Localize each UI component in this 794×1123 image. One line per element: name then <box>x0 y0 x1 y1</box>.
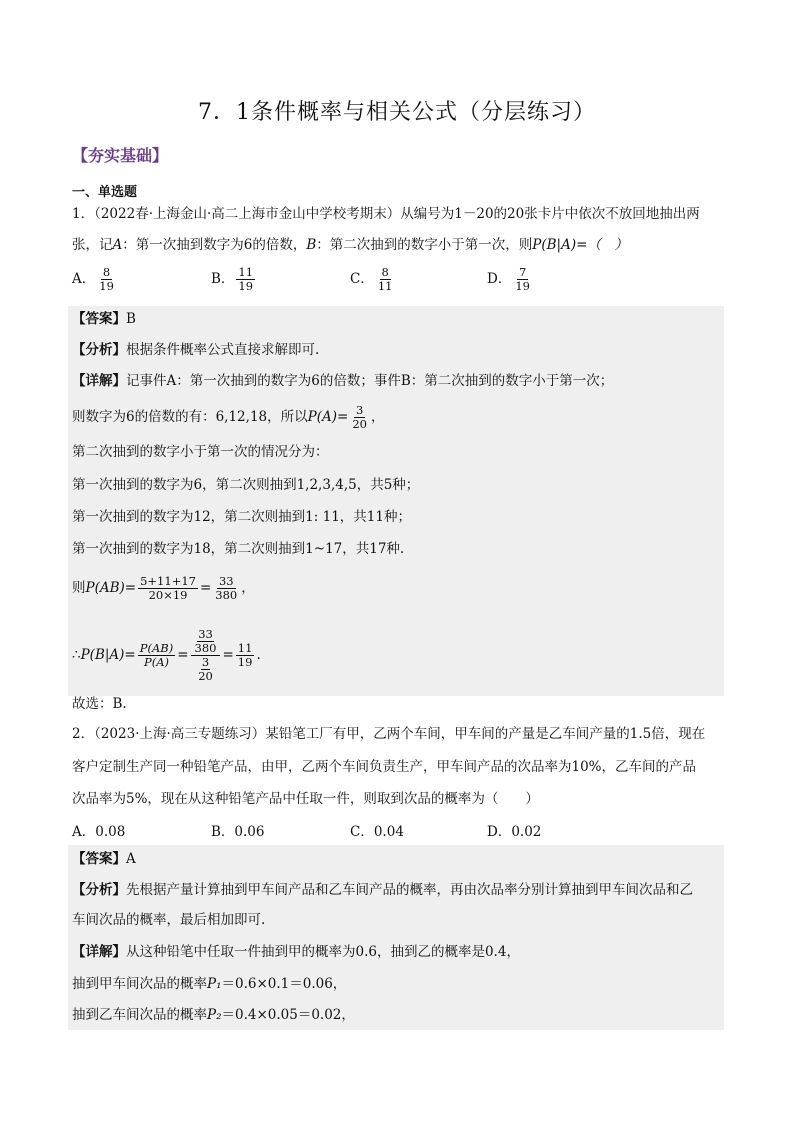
q2-answer: 【答案】A <box>72 851 136 867</box>
q1-detail-line-3: 第二次抽到的数字小于第一次的情况分为： <box>72 444 329 460</box>
q1-detail-line-7: 则P(AB)= $\frac{5+11+17}{20\times 19}$ = $\frac{33}{380}$ ， <box>72 574 255 602</box>
q1-detail-line-4: 第一次抽到的数字为6，第二次则抽到1,2,3,4,5，共5种； <box>72 477 420 493</box>
q1-option-a: A． $\frac{8}{19}$ <box>72 265 114 293</box>
q1-stem-line-2: 张，记A：第一次抽到数字为6的倍数，B：第二次抽到的数字小于第一次，则P(B|A)=（ ） <box>72 237 628 253</box>
q2-solution-panel <box>68 845 724 1030</box>
q1-detail-line-2: 则数字为6的倍数的有：6,12,18，所以P(A)= $\frac{3}{20}$ ， <box>72 403 385 431</box>
q2-option-c: C．0.04 <box>350 824 404 840</box>
q2-option-b: B．0.06 <box>211 824 265 840</box>
q2-analysis-line-2: 车间次品的概率，最后相加即可. <box>72 912 266 928</box>
q2-option-a: A．0.08 <box>72 824 126 840</box>
q1-option-d: D． $\frac{7}{19}$ <box>487 265 530 293</box>
q1-option-c: C． $\frac{8}{11}$ <box>350 265 393 293</box>
q2-detail-line-3: 抽到乙车间次品的概率P₂＝0.4×0.05＝0.02， <box>72 1007 355 1023</box>
q2-stem-line-3: 次品率为5%，现在从这种铅笔产品中任取一件，则取到次品的概率为（ ） <box>72 791 539 807</box>
q1-detail-line-1: 【详解】记事件A：第一次抽到的数字为6的倍数；事件B：第二次抽到的数字小于第一次； <box>72 373 614 389</box>
page-title: 7．1条件概率与相关公式（分层练习） <box>198 100 596 125</box>
q1-detail-line-6: 第一次抽到的数字为18，第二次则抽到1~17，共17种. <box>72 541 405 557</box>
q1-choose: 故选：B. <box>72 696 127 712</box>
q1-stem-line-1: 1．（2022春·上海金山·高二上海市金山中学校考期末）从编号为1－20的20张卡片中依次不放回地抽出两 <box>72 206 700 222</box>
q2-analysis-line-1: 【分析】先根据产量计算抽到甲车间产品和乙车间产品的概率，再由次品率分别计算抽到甲车间次品和乙 <box>72 882 693 898</box>
q2-option-d: D．0.02 <box>487 824 542 840</box>
section-heading: 【夯实基础】 <box>72 146 169 165</box>
q1-answer: 【答案】B <box>72 311 136 327</box>
q2-stem-line-1: 2．（2023·上海·高三专题练习）某铅笔工厂有甲，乙两个车间，甲车间的产量是乙车间产量的1.5倍，现在 <box>72 726 706 742</box>
q1-analysis: 【分析】根据条件概率公式直接求解即可. <box>72 342 320 358</box>
q1-option-b: B． $\frac{11}{19}$ <box>211 265 254 293</box>
q2-detail-line-1: 【详解】从这种铅笔中任取一件抽到甲的概率为0.6，抽到乙的概率是0.4， <box>72 944 520 960</box>
q2-stem-line-2: 客户定制生产同一种铅笔产品，由甲，乙两个车间负责生产，甲车间产品的次品率为10%，乙车间的产品 <box>72 759 697 775</box>
subsection-heading: 一、单选题 <box>72 185 138 200</box>
q2-detail-line-2: 抽到甲车间次品的概率P₁＝0.6×0.1＝0.06， <box>72 976 347 992</box>
q1-detail-line-8: ∴P(B|A)= $\frac{P(AB)}{P(A)}$ = $\frac{\frac{33}{380}}{\frac{3}{20}}$ = $\frac{11}{19}$ . <box>72 627 261 683</box>
q1-detail-line-5: 第一次抽到的数字为12，第二次则抽到1: 11，共11种； <box>72 509 411 525</box>
